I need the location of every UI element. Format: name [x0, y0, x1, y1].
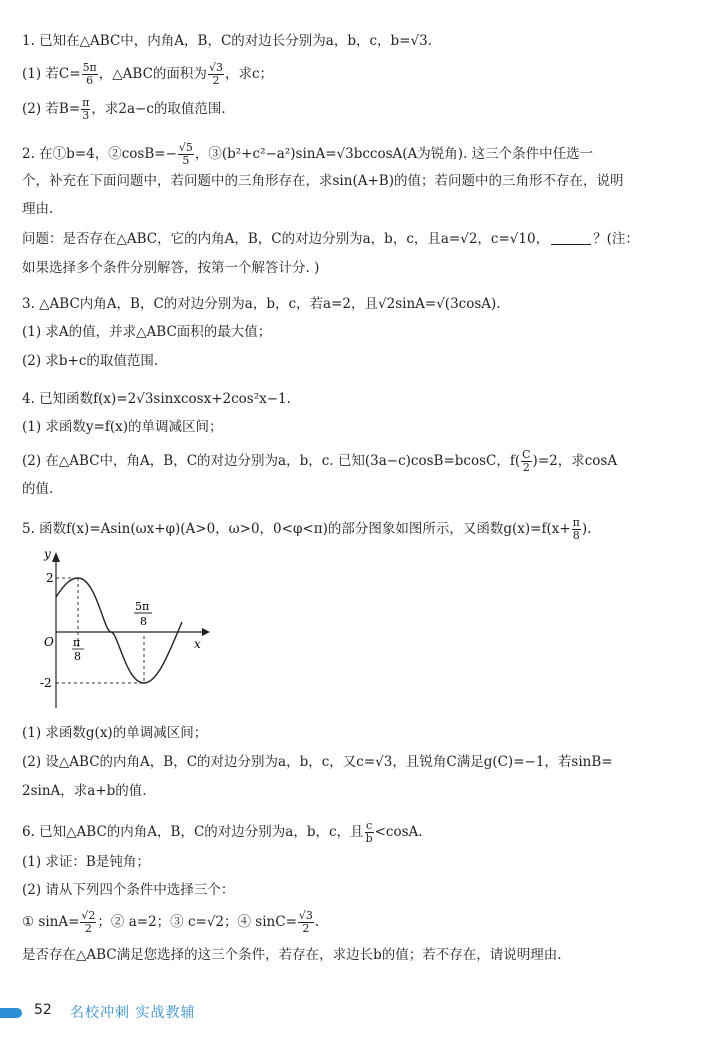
q6-conditions: ① sinA= $\frac{√2}{2}$ ；② a=2；③ c=√2；④ sinC= $\frac{√3}{2}$ . — [22, 909, 320, 935]
x-label: x — [194, 637, 201, 651]
q6-stem: 6. 已知△ABC的内角A，B，C的对边分别为a，b，c，且 $\frac{c}{b}$ <cosA. — [22, 819, 423, 845]
q5-part1: (1) 求函数g(x)的单调减区间； — [22, 725, 208, 741]
q1-part1: (1) 若C= $\frac{5\pi}{6}$ ，△ABC的面积为 $\frac{√3}{2}$ ，求c； — [22, 61, 274, 87]
answer-blank — [551, 230, 591, 245]
q5-stem: 5. 函数f(x)=Asin(ωx+φ)(A>0，ω>0，0<φ<π)的部分图象如图所示，又函数g(x)=f(x+ $\frac{\pi}{8}$ ). — [22, 516, 592, 542]
y-axis-arrow — [52, 552, 60, 562]
q1-stem: 1. 已知在△ABC中，内角A，B，C的对边长分别为a，b，c，b=√3. — [22, 33, 432, 49]
q4-stem: 4. 已知函数f(x)=2√3sinxcosx+2cos²x−1. — [22, 391, 291, 407]
q6-final: 是否存在△ABC满足您选择的这三个条件，若存在，求边长b的值；若不存在，请说明理由. — [22, 947, 562, 963]
q1-part2: (2) 若B= $\frac{\pi}{3}$ ，求2a−c的取值范围. — [22, 96, 226, 122]
q3-stem: 3. △ABC内角A，B，C的对边分别为a，b，c，若a=2，且√2sinA=√(3cosA). — [22, 296, 501, 312]
q2-line5: 如果选择多个条件分别解答，按第一个解答计分. ) — [22, 260, 320, 276]
footer-title: 名校冲刺 实战教辅 — [70, 1005, 196, 1021]
tick1-num: π — [73, 636, 81, 649]
footer-accent-bar — [0, 1008, 22, 1018]
page-number: 52 — [34, 1002, 52, 1018]
y-bottom-label: -2 — [40, 676, 52, 690]
q5-part2-cont: 2sinA，求a+b的值. — [22, 783, 147, 799]
q2-line1: 2. 在①b=4，②cosB=− $\frac{√5}{5}$ ，③(b²+c²−a²)sinA=√3bccosA(A为锐角). 这三个条件中任选一 — [22, 141, 594, 167]
tick2-den: 8 — [140, 615, 147, 628]
q3-part2: (2) 求b+c的取值范围. — [22, 353, 159, 369]
q6-part2: (2) 请从下列四个条件中选择三个： — [22, 882, 235, 898]
y-label: y — [44, 547, 51, 561]
tick1-den: 8 — [74, 650, 81, 663]
graph-svg — [22, 540, 222, 710]
origin-label: O — [44, 635, 54, 649]
q2-line3: 理由. — [22, 201, 54, 217]
q2-line4: 问题：是否存在△ABC，它的内角A，B，C的对边分别为a，b，c，且a=√2，c=√10， ？(注： — [22, 231, 639, 247]
tick2-num: 5π — [135, 600, 150, 613]
q4-part1: (1) 求函数y=f(x)的单调减区间； — [22, 419, 223, 435]
sine-graph — [22, 540, 222, 710]
q6-part1: (1) 求证：B是钝角； — [22, 854, 150, 870]
q5-part2: (2) 设△ABC的内角A，B，C的对边分别为a，b，c，又c=√3，且锐角C满足g(C)=−1，若sinB= — [22, 754, 613, 770]
y-top-label: 2 — [46, 571, 54, 585]
x-axis-arrow — [202, 628, 210, 636]
q4-part2: (2) 在△ABC中，角A，B，C的对边分别为a，b，c. 已知(3a−c)cosB=bcosC，f( $\frac{C}{2}$ )=2，求cosA — [22, 448, 618, 474]
page-footer — [0, 1000, 708, 1030]
q2-line2: 个，补充在下面问题中，若问题中的三角形存在，求sin(A+B)的值；若问题中的三角形不存在，说明 — [22, 173, 624, 189]
q3-part1: (1) 求A的值，并求△ABC面积的最大值； — [22, 324, 272, 340]
sine-curve — [56, 578, 182, 683]
q4-part2-cont: 的值. — [22, 481, 54, 497]
